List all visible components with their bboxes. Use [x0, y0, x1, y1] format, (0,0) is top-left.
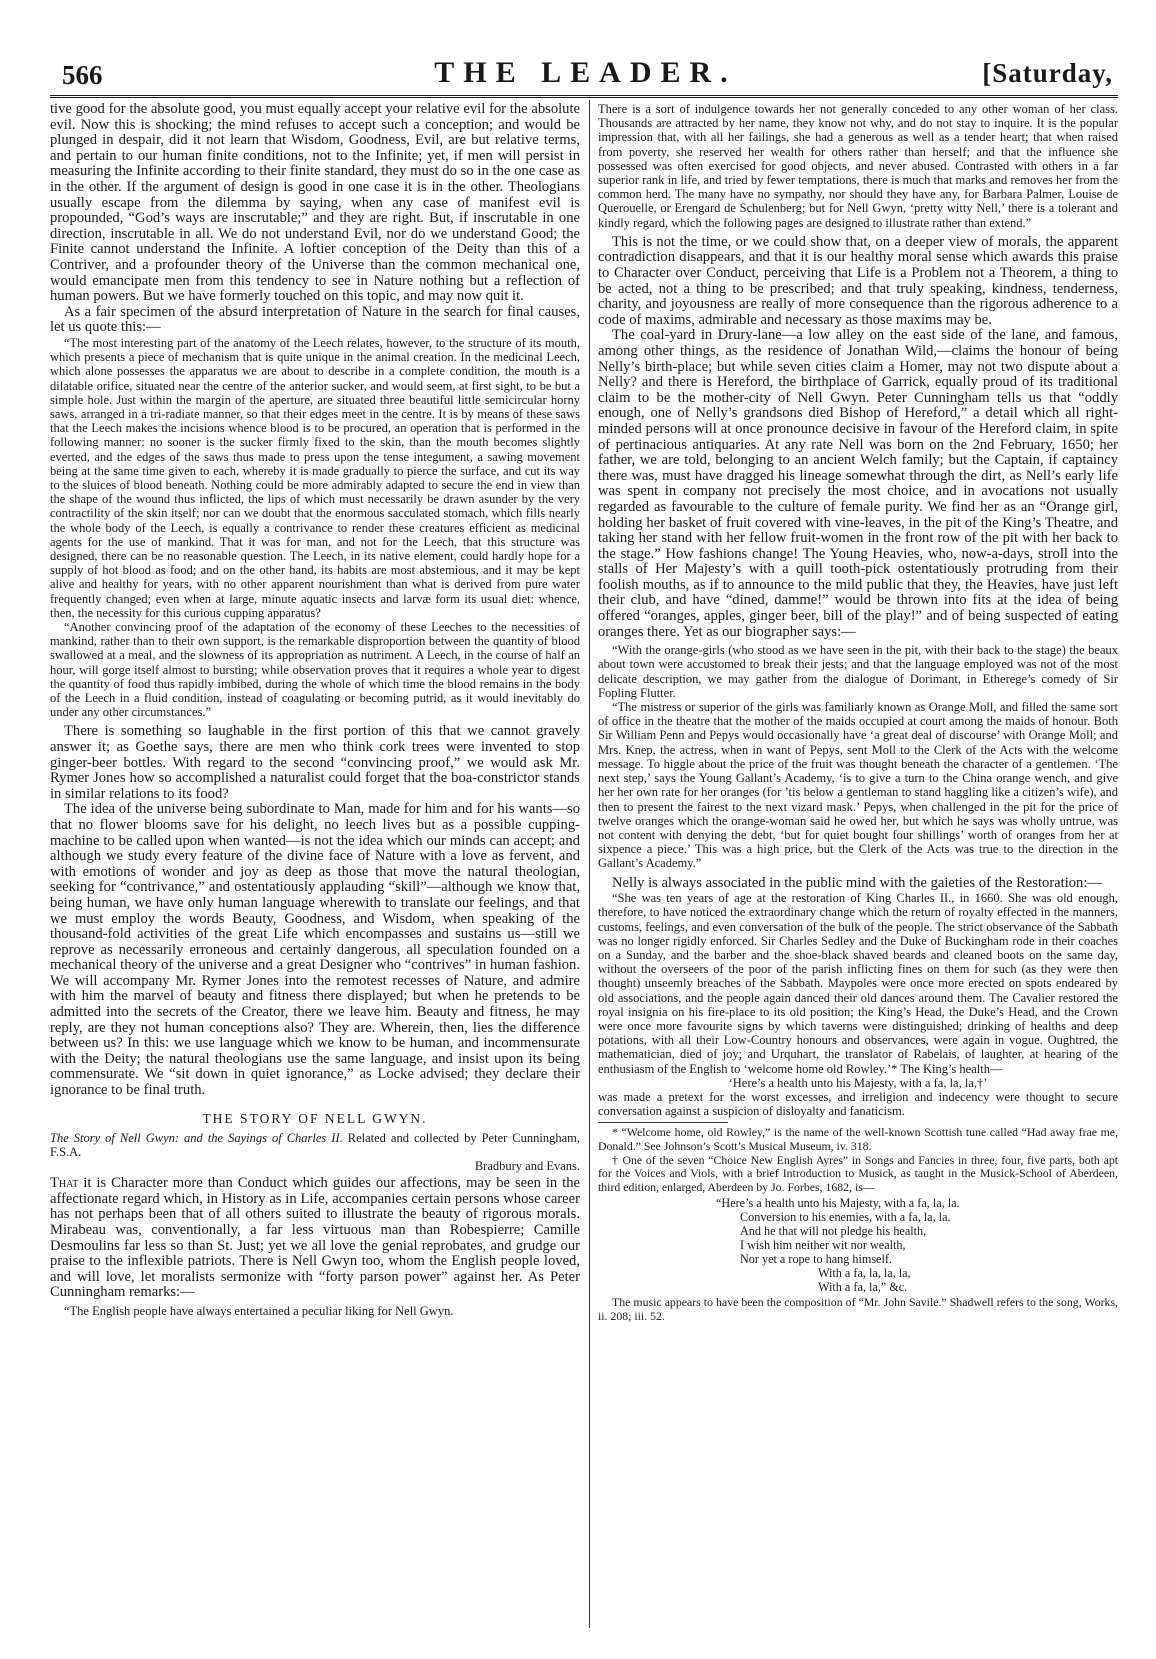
- paragraph-morals: This is not the time, or we could show that, on a deeper view of morals, the apparent contradiction disappears, and that it is our healthy moral sense which awards this praise to Character over Conduct, perceiving that Life is a Problem not a Theorem, a thing to be acted, not a thing to be prescribed; and that truly speaking, kindness, tenderness, charity, and joyousness are really of more consequence than the rigorous adherence to a code of maxims, admirable and necessary as those maxims may be.: [598, 233, 1118, 328]
- quote-orange-moll: “The mistress or superior of the girls was familiarly known as Orange Moll, and filled the same sort of office in the theatre that the mother of the maids occupied at court among the maids of honour. Both Sir William Penn and Pepys would occasionally have ‘a great deal of discourse’ with Orange Moll; and Mrs. Knep, the actress, when in want of Pepys, sent Moll to the Clerk of the Acts with the welcome message. To higgle about the price of the fruit was thought beneath the character of a gentlemen. ‘The next step,’ says the Young Gallant’s Academy, ‘is to give a turn to the China orange wench, and give her her own rate for her oranges (for ’tis below a gentleman to stand haggling like a citizen’s wife), and then to present the fairest to the next vizard mask.’ Pepys, when challenged in the pit for the price of twelve oranges which the orange-woman said he owed her, but which he says was wholly untrue, was not content with denying the debt, ‘but for quiet bought four shillings’ worth of oranges from her at sixpence a piece.’ This was a high price, but the Clerk of the Acts was true to the direction in the Gallant’s Academy.”: [598, 700, 1118, 871]
- footnote-rule: [598, 1122, 728, 1123]
- song-line: With a fa, la,” &c.: [818, 1280, 908, 1295]
- section-title-nell-gwyn: THE STORY OF NELL GWYN.: [202, 1110, 428, 1126]
- book-publisher: Bradbury and Evans.: [474, 1159, 580, 1174]
- paragraph-universe-idea: The idea of the universe being subordinate to Man, made for him and for his wants—so that no flower blooms save for his delight, no leech lives but as a possible cupping-machine to be called upon when wanted—is not the idea which our minds can accept; and although we study every feature of the divine face of Nature with a love as fervent, and with emotions of wonder and joy as deep as those that move the natural theologian, seeking for “contrivance,” and ostentatiously applauding “skill”—although we know that, being human, we have only human language wherewith to translate our feelings, and that we must employ the words Beauty, Goodness, and Wisdom, when speaking of the thousand-fold activities of the great Life which encompasses and sustains us—still we reprove as necessarily erroneous and certainly dangerous, all speculation founded on a mechanical theory of the universe and a great Designer who “contrives” in human fashion. We will accompany Mr. Rymer Jones into the remotest recesses of Nature, and admire with him the marvel of beauty and fitness there displayed; but when he pretends to be admitted into the secrets of the Creator, there we leave him. Beauty and fitness, he may reply, are they not human conceptions also? They are. Wherein, then, lies the difference between us? In this: we use language which we know to be human, and incommensurate with the Deity; the natural theologians use the same language, and insist upon its being commensurate. We “sit down in quiet ignorance,” as Locke advised; they declare their ignorance to be final truth.: [50, 801, 580, 1099]
- song-line: Conversion to his enemies, with a fa, la, la.: [740, 1210, 951, 1225]
- paragraph-goethe-cork: There is something so laughable in the first portion of this that we cannot gravely answer it; as Goethe says, there are men who think cork trees were invented to stop ginger-beer bottles. With regard to the second “convincing proof,” we would ask Mr. Rymer Jones how so accomplished a naturalist could forget that the boa-constrictor stands in similar relations to its food?: [50, 723, 580, 802]
- page-number: 566: [62, 60, 103, 90]
- issue-day: [Saturday,: [982, 58, 1113, 88]
- lead-word: That: [50, 1175, 79, 1192]
- paragraph-character-conduct: [50, 1176, 580, 1301]
- right-column: [598, 102, 1118, 1622]
- song-line: “Here’s a health unto his Majesty, with a fa, la, la.: [716, 1196, 960, 1211]
- paragraph-restoration: Nelly is always associated in the public mind with the gaieties of the Restoration:—: [612, 874, 1103, 891]
- song-lyrics: [716, 1196, 1118, 1294]
- book-author: Related and collected by Peter Cunningham, F.S.A.: [50, 1130, 580, 1159]
- verse-health: ‘Here’s a health unto his Majesty, with a fa, la, la,†’: [728, 1075, 988, 1090]
- song-line: And he that will not pledge his health,: [740, 1224, 927, 1239]
- left-column: [50, 102, 580, 1622]
- paragraph-coal-yard: The coal-yard in Drury-lane—a low alley on the east side of the lane, and famous, among other things, as the residence of Jonathan Wild,—claims the honour of being Nelly’s birth-place; but while seven cities claim a Homer, may not two dispute about a Nelly? and there is Hereford, the birthplace of Garrick, equally proud of its traditional claim to be the mother-city of Nell Gwyn. Peter Cunningham tells us that “oddly enough, one of Nelly’s grandsons died Bishop of Hereford,” a detail which all right-minded persons will at once pronounce decisive in favour of the Hereford claim, in spite of pertinacious antiquaries. At any rate Nell was born on the 2nd February, 1650; her father, we are told, belonging to an ancient Welch family; but the Captain, if captaincy there was, must have dragged his lineage somewhat through the dirt, as Nell’s early life was spent in company not precisely the most choice, and in avocations not usually regarded as favourable to the culture of female purity. We find her as an “Orange girl, holding her basket of fruit covered with vine-leaves, in the pit of the King’s Theatre, and taking her stand with her fellow fruit-women in the front row of the pit with her back to the stage.” How fashions change! The Young Heavies, who, now-a-days, stroll into the stalls of Her Majesty’s with a quill tooth-pick ostentatiously protruding from their foolish mouths, as if to announce to the mild public that they, the Heavies, have just left their club, and have “dined, damme!” would be thrown into fits at the idea of being offered “oranges, apples, ginger beer, bill of the play!” and of being suspected of eating oranges there. Yet as our biographer says:—: [598, 327, 1118, 640]
- paragraph-specimen-intro: As a fair specimen of the absurd interpretation of Nature in the search for final causes, let us quote this:—: [50, 303, 580, 336]
- page-header: [58, 50, 1113, 94]
- column-divider: [589, 100, 590, 1628]
- quote-restoration: “She was ten years of age at the restoration of King Charles II., in 1660. She was old enough, therefore, to have noticed the extraordinary change which the return of royalty effected in the manners, customs, feelings, and even conversation of the bulk of the people. The strict observance of the Sabbath was no longer rigidly enforced. Sir Charles Sedley and the Duke of Buckingham rode in their coaches on a Sunday, and the barber and the shoe-black shaved beards and cleaned boots on the same day, without the overseers of the poor of the parish inflicting fines on them for such (as they were then thought) unseemly breaches of the Sabbath. Maypoles were once more erected on spots endeared by old associations, and the people again danced their old dances around them. The Cavalier restored the royal insignia on his fire-place to its old position; the King’s Head, the Duke’s Head, and the Crown were once more favourite signs by which taverns were distinguished; drinking of healths and deep potations, with all their Low-Country honours and observances, were again in vogue. Oughtred, the mathematician, died of joy; and Urquhart, the translator of Rabelais, of laughter, at hearing of the enthusiasm of the English to ‘welcome home old Rowley.’* The King’s health—: [598, 891, 1118, 1076]
- book-title: The Story of Nell Gwyn: and the Sayings of Charles II.: [50, 1130, 343, 1145]
- song-line: Nor yet a rope to hang himself.: [740, 1252, 892, 1267]
- footnote-rowley: * “Welcome home, old Rowley,” is the name of the well-known Scottish tune called “Had away frae me, Donald.” See Johnson’s Scott’s Musical Museum, iv. 318.: [598, 1125, 1118, 1153]
- quote-english-people: “The English people have always entertained a peculiar liking for Nell Gwyn.: [64, 1304, 454, 1318]
- quote-leech-mouth: “The most interesting part of the anatomy of the Leech relates, however, to the structure of its mouth, which presents a piece of mechanism that is quite unique in the animal creation. In the medicinal Leech, which alone possesses the apparatus we are about to describe in a complete condition, the mouth is a dilatable orifice, situated near the centre of the anterior sucker, and would seem, at first sight, to be but a simple hole. Just within the margin of the aperture, are situated three beautiful little semicircular horny saws, arranged in a tri-radiate manner, so that their edges meet in the centre. It is by means of these saws that the Leech makes the incisions whence blood is to be procured, an operation that is performed in the following manner: no sooner is the sucker firmly fixed to the skin, than the mouth becomes slightly everted, and the edges of the saws thus made to press upon the tense integument, a sawing movement being at the same time given to each, whereby it is made gradually to pierce the surface, and cut its way to the sluices of blood beneath. Nothing could be more admirably adapted to secure the end in view than the shape of the wound thus inflicted, the lips of which must necessarily be drawn asunder by the very contractility of the skin itself; nor can we doubt that the enormous sacculated stomach, which fills nearly the whole body of the Leech, is equally a contrivance to render these creatures efficient as medicinal agents for the use of mankind. That it was for man, and not for the Leech, that this structure was designed, there can be no reasonable question. The Leech, in its native element, could hardly hope for a supply of hot blood as food; and on the other hand, its habits are most abstemious, and it may be kept alive and healthy for years, with no other apparent nourishment than what is derived from pure water frequently changed; even when at large, minute aquatic insects and larvæ form its usual diet: whence, then, the necessity for this curious cupping apparatus?: [50, 335, 580, 620]
- header-rule: [50, 95, 1118, 98]
- song-line: With a fa, la, la, la,: [818, 1266, 911, 1281]
- masthead-title: THE LEADER.: [434, 56, 737, 89]
- book-citation: [50, 1131, 580, 1174]
- quote-restoration-cont: was made a pretext for the worst excesses, and irreligion and indecency were thought to secure conversation against a suspicion of disloyalty and fanaticism.: [598, 1089, 1118, 1119]
- quote-english-people-cont: There is a sort of indulgence towards her not generally conceded to any other woman of her class. Thousands are attracted by her name, they know not why, and do not stay to inquire. It is the popular impression that, with all her failings, she had a generous as well as a tender heart; that when raised from poverty, she reserved her wealth for others rather than herself; and that the influence she possessed was often exercised for good objects, and never abused. Contrasted with others in a far superior rank in life, and tried by fewer temptations, there is much that marks and removes her from the common herd. The many have no sympathy, nor should they have any, for Barbara Palmer, Louise de Querouelle, or Erengard de Schulenberg; but for Nell Gwyn, ‘pretty witty Nell,’ there is a tolerant and kindly regard, which the following pages are designed to illustrate rather than extend.”: [598, 102, 1118, 230]
- footnote-ayres: † One of the seven “Choice New English Ayres” in Songs and Fancies in three, four, five parts, both apt for the Voices and Viols, with a brief Introduction to Musick, as taught in the Musick-School of Aberdeen, third edition, enlarged, Aberdeen by Jo. Forbes, 1682, is—: [598, 1152, 1118, 1194]
- quote-orange-girls: “With the orange-girls (who stood as we have seen in the pit, with their back to the stage) the beaux about town were accustomed to break their jests; and that the language employed was not of the most delicate description, we may gather from the dialogue of Dorimant, in Etherege’s comedy of Sir Fopling Flutter.: [598, 643, 1118, 700]
- paragraph-character-conduct-text: it is Character more than Conduct which guides our affections, may be seen in the affectionate regard which, in History as in Life, accompanies certain persons whose career has not perhaps been that of all others suited to illustrate the beauty of rigorous morals. Mirabeau was, conventionally, a far less virtuous man than Robespierre; Camille Desmoulins far less so than St. Just; yet we all love the genial reprobates, and grudge our praise to the inflexible patriots. There is Nell Gwyn too, whom the English people loved, and will love, let moralists sermonize with “forty parson power” against her. As Peter Cunningham remarks:—: [50, 1175, 580, 1301]
- quote-leech-digestion: “Another convincing proof of the adaptation of the economy of these Leeches to the necessities of mankind, rather than to their own support, is the remarkable disproportion between the quantity of blood swallowed at a meal, and the slowness of its appropriation as nutriment. A Leech, in the course of half an hour, will gorge itself almost to bursting; while observation proves that it requires a whole year to digest the quantity of food thus rapidly imbibed, during the whole of which time the blood remains in the body of the Leech in a fluid condition, instead of coagulating or becoming putrid, as it would inevitably do under any other circumstances.”: [50, 619, 580, 720]
- paragraph-design-argument: tive good for the absolute good, you must equally accept your relative evil for the absolute evil. Now this is shocking; the mind refuses to accept such a conception; and would be plunged in despair, did it not learn that Wisdom, Goodness, Evil, are but relative terms, and pertain to our human finite conditions, not to the Infinite; yet, if men will persist in measuring the Infinite according to their finite standard, they must do so in the one case as in the other. If the argument of design is good in one case it is in the other. Theologians usually escape from the dilemma by saying, when any case of manifest evil is propounded, “God’s ways are inscrutable;” and they are right. But, if inscrutable in one direction, inscrutable in all. We do not understand Evil, nor do we understand Good; the Finite cannot understand the Infinite. A loftier conception of the Deity than this of a Contriver, and a profounder theory of the Universe than the common mechanical one, would emancipate men from this tendency to see in Nature nothing but a reflection of human powers. But we have formerly touched on this topic, and may now quit it.: [50, 102, 580, 305]
- song-line: I wish him neither wit nor wealth,: [740, 1238, 906, 1253]
- footnote-savile: The music appears to have been the composition of “Mr. John Savile.” Shadwell refers to the song, Works, ii. 208; iii. 52.: [598, 1295, 1118, 1323]
